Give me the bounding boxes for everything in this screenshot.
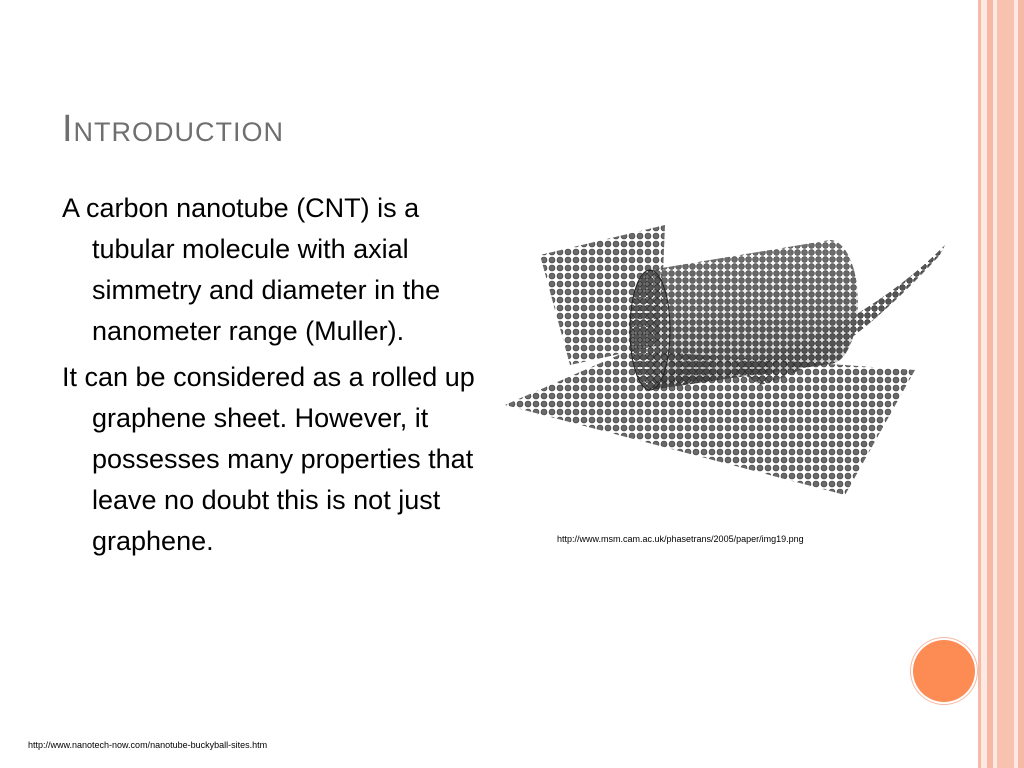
slide-title: Introduction (62, 108, 285, 150)
nanotube-end (630, 270, 670, 390)
nanotube-illustration (500, 200, 955, 510)
accent-circle (913, 640, 975, 702)
slide-body (62, 188, 502, 567)
decorative-stripe (1018, 0, 1024, 768)
body-paragraph: A carbon nanotube (CNT) is a tubular molecule with axial simmetry and diameter in the nanometer range (Muller). (62, 193, 441, 346)
decorative-stripe (997, 0, 1014, 768)
footer-link[interactable]: http://www.nanotech-now.com/nanotube-buckyball-sites.htm (28, 740, 268, 750)
body-paragraph: It can be considered as a rolled up graphene sheet. However, it possesses many properties that leave no doubt this is not just graphene. (62, 362, 475, 556)
image-caption: http://www.msm.cam.ac.uk/phasetrans/2005/paper/img19.png (557, 534, 804, 544)
